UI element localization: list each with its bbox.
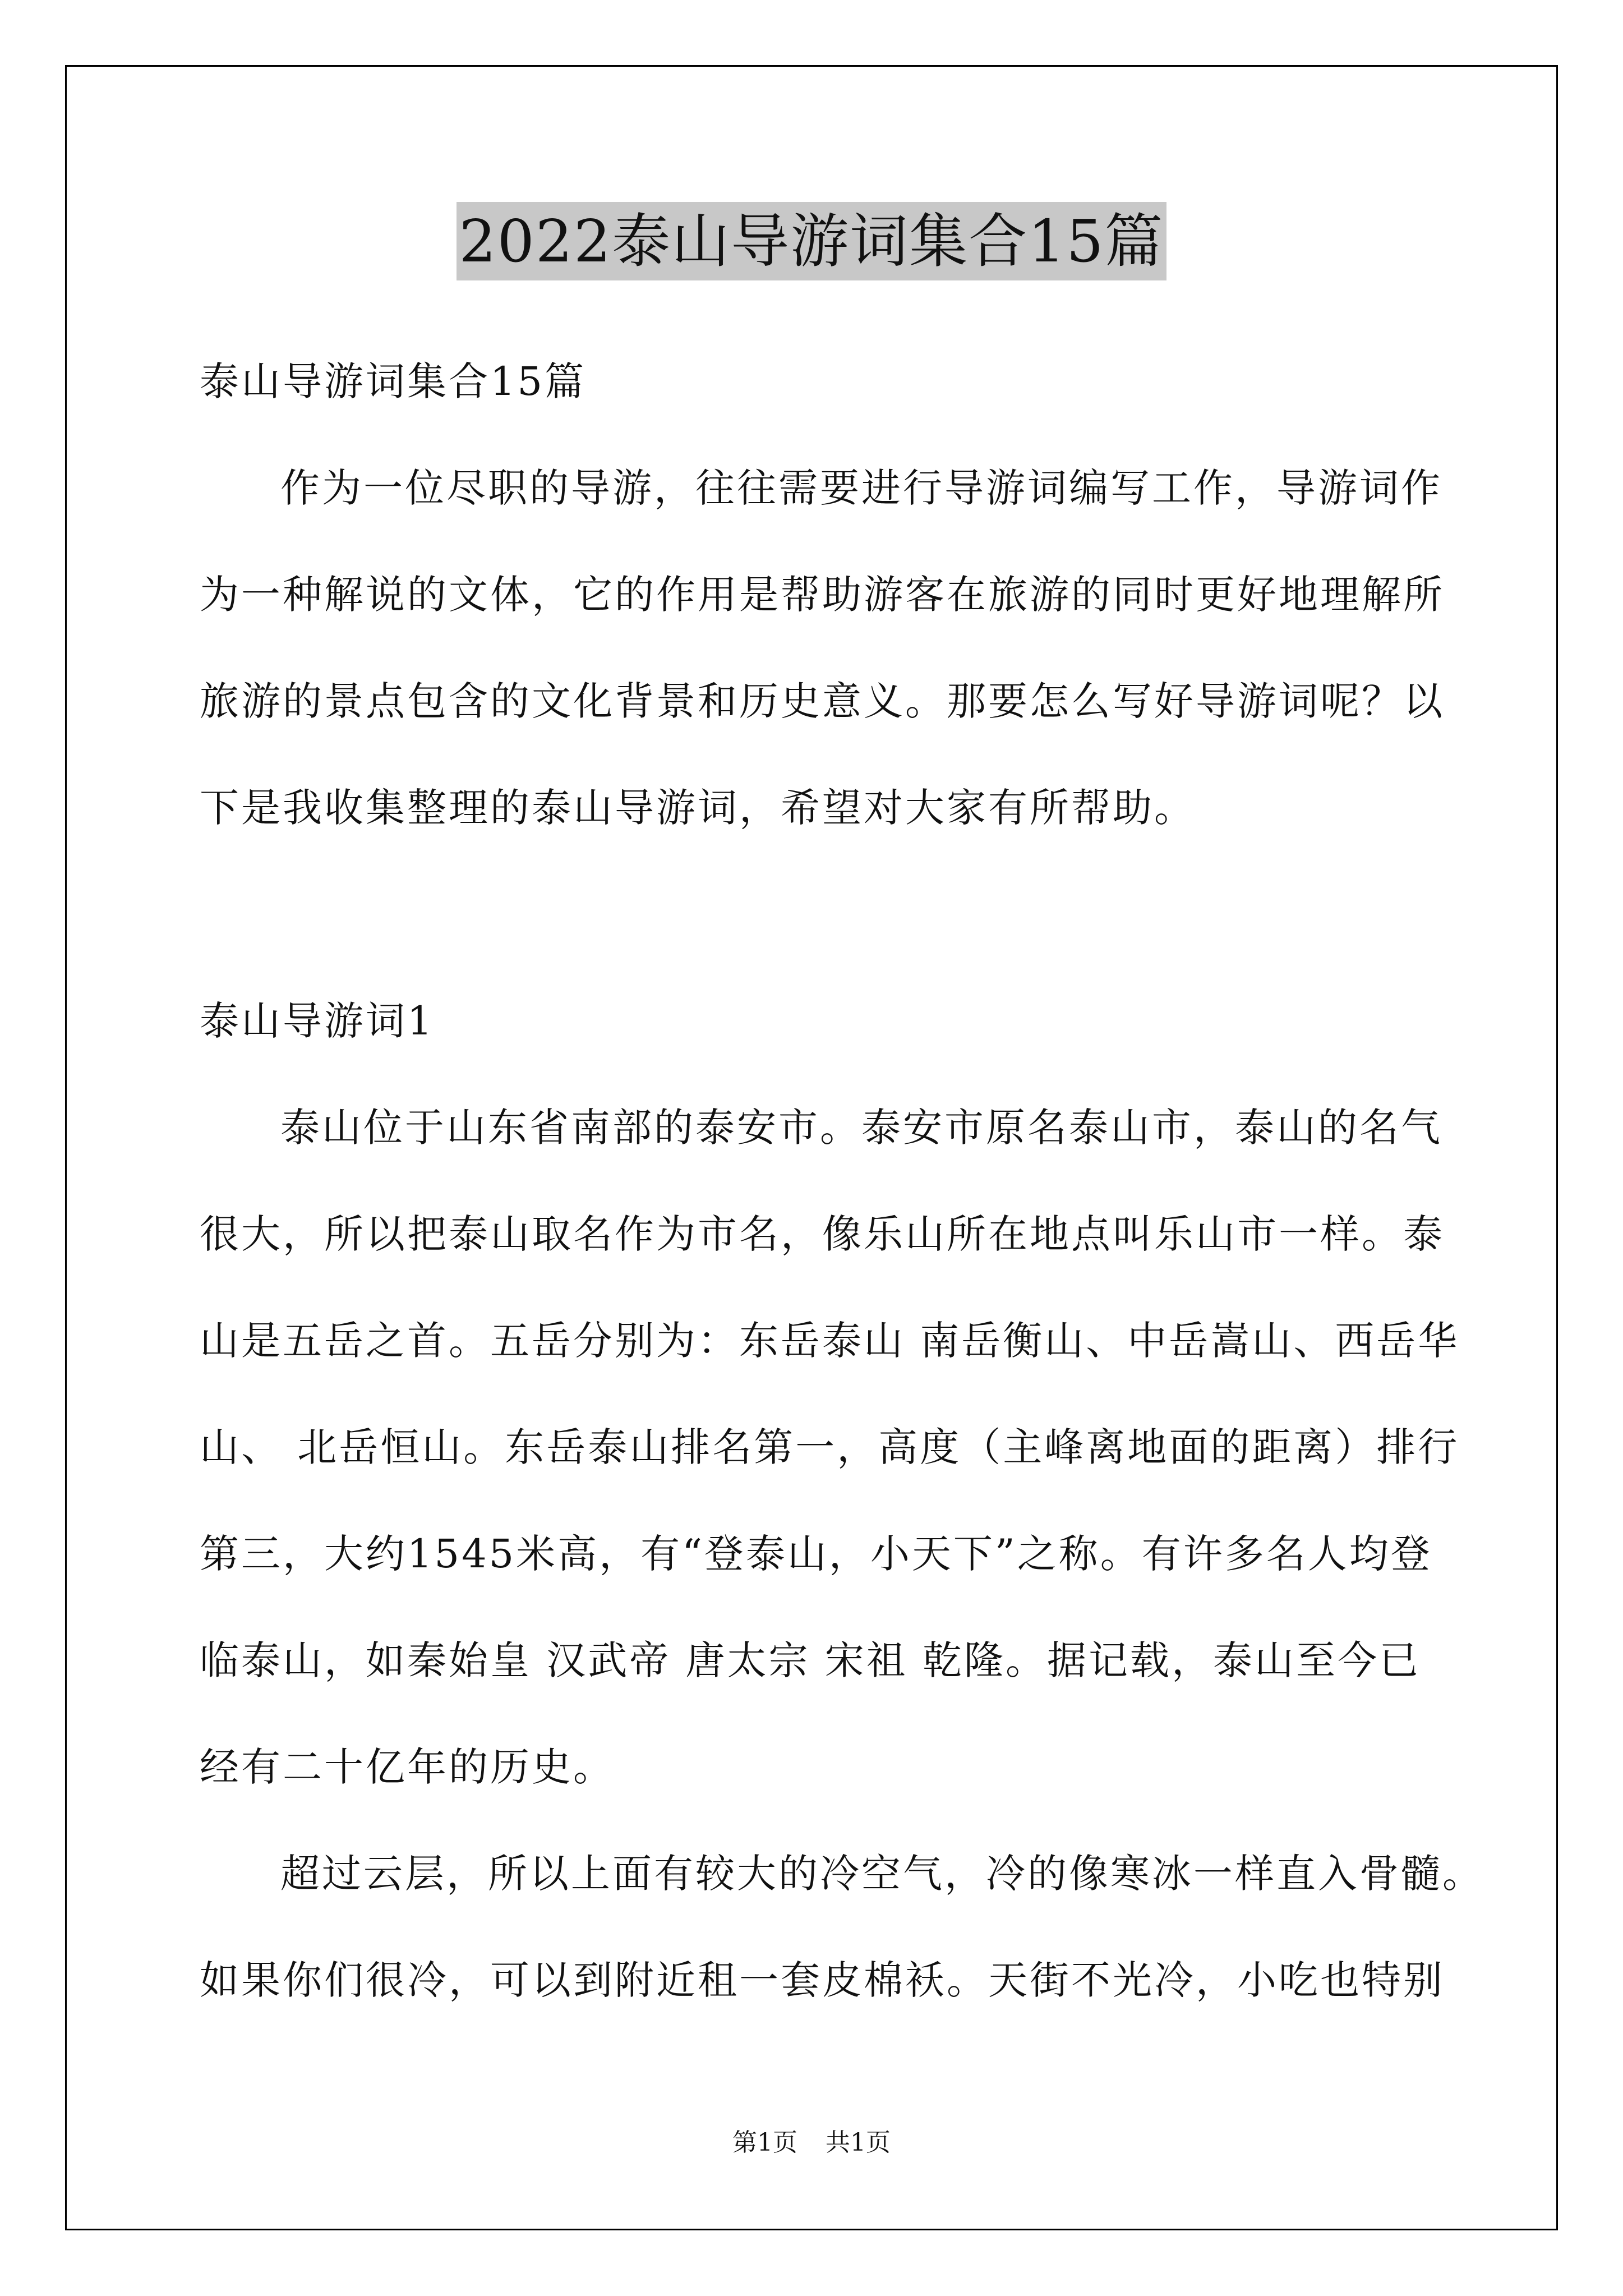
intro-line: 下是我收集整理的泰山导游词，希望对大家有所帮助。 xyxy=(200,785,1196,831)
title-container xyxy=(0,202,1623,280)
document-title: 2022泰山导游词集合15篇 xyxy=(457,202,1166,280)
paragraph-line: 第三，大约1545米高，有“登泰山，小天下”之称。有许多名人均登 xyxy=(200,1531,1432,1577)
paragraph-line: 山、 北岳恒山。东岳泰山排名第一，高度（主峰离地面的距离）排行 xyxy=(200,1424,1460,1470)
document-body xyxy=(200,348,1484,2053)
page-footer xyxy=(0,2126,1623,2160)
page-number: 第1页 xyxy=(732,2128,797,2157)
paragraph-line: 超过云层，所以上面有较大的冷空气，冷的像寒冰一样直入骨髓。 xyxy=(280,1851,1484,1897)
intro-line: 为一种解说的文体，它的作用是帮助游客在旅游的同时更好地理解所 xyxy=(200,572,1445,618)
section-paragraph-2 xyxy=(200,1840,1484,2053)
paragraph-line: 山是五岳之首。五岳分别为：东岳泰山 南岳衡山、中岳嵩山、西岳华 xyxy=(200,1318,1460,1364)
intro-paragraph xyxy=(200,454,1445,881)
paragraph-line: 经有二十亿年的历史。 xyxy=(200,1744,615,1790)
intro-line: 作为一位尽职的导游，往往需要进行导游词编写工作，导游词作 xyxy=(280,465,1442,511)
paragraph-line: 泰山位于山东省南部的泰安市。泰安市原名泰山市，泰山的名气 xyxy=(280,1105,1442,1151)
section-paragraph-1 xyxy=(200,1094,1460,1840)
intro-line: 旅游的景点包含的文化背景和历史意义。那要怎么写好导游词呢？以 xyxy=(200,678,1445,724)
paragraph-line: 很大，所以把泰山取名作为市名，像乐山所在地点叫乐山市一样。泰 xyxy=(200,1211,1445,1257)
paragraph-line: 临泰山，如秦始皇 汉武帝 唐太宗 宋祖 乾隆。据记载，泰山至今已 xyxy=(200,1637,1421,1683)
section-heading: 泰山导游词1 xyxy=(200,998,435,1044)
document-subtitle: 泰山导游词集合15篇 xyxy=(200,358,587,404)
page-total: 共1页 xyxy=(826,2128,891,2157)
paragraph-line: 如果你们很冷，可以到附近租一套皮棉袄。天街不光冷，小吃也特别 xyxy=(200,1957,1445,2003)
